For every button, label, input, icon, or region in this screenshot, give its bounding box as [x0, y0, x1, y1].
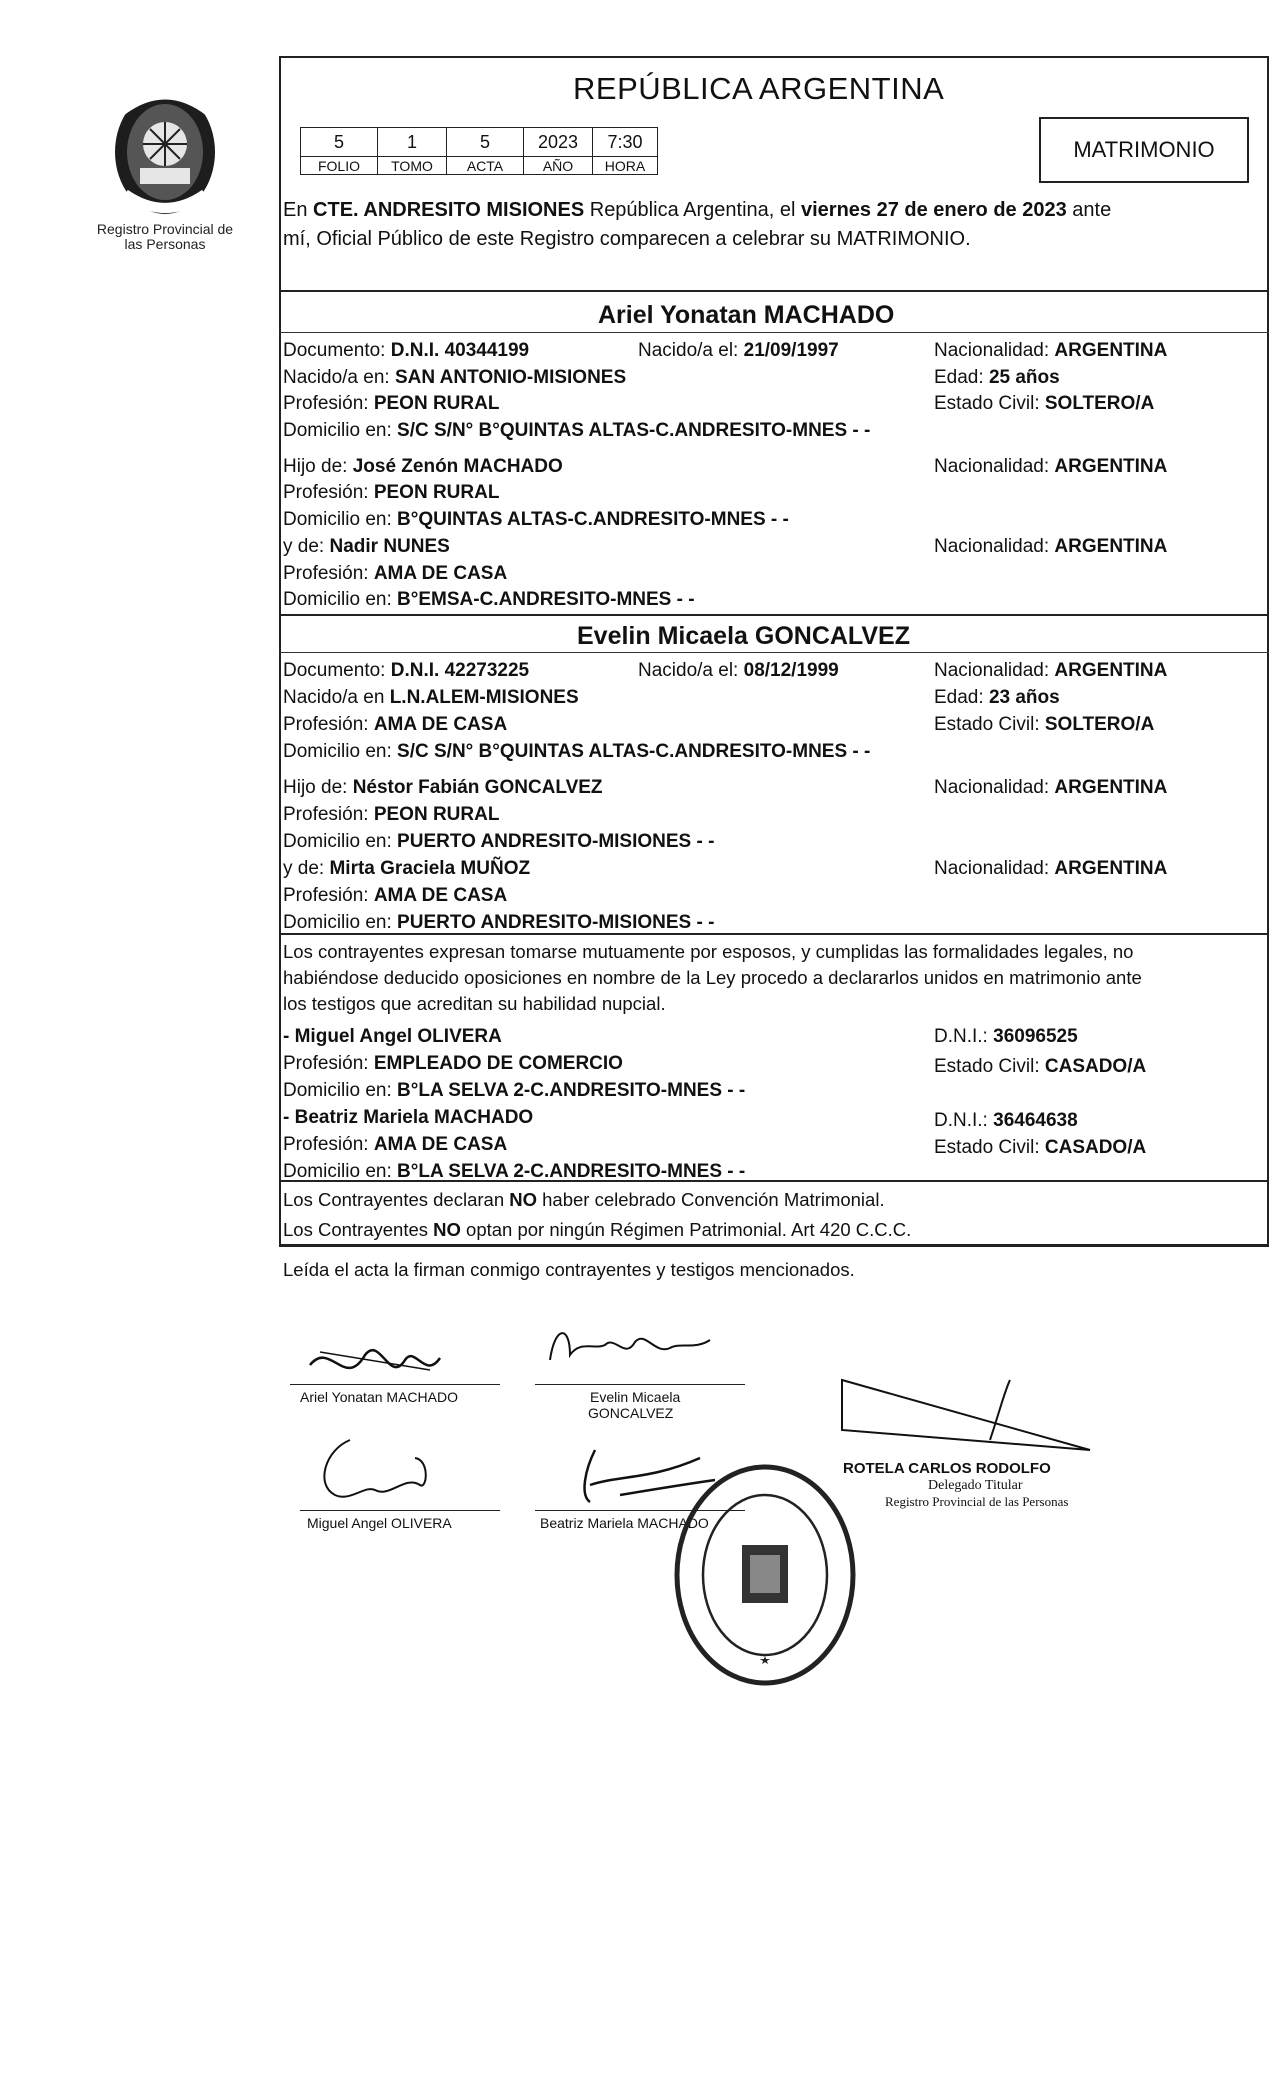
c2-padre-nacionalidad: Nacionalidad: ARGENTINA [934, 777, 1168, 798]
signature-name-3: Miguel Angel OLIVERA [307, 1515, 452, 1531]
testigo-1-name: - Miguel Angel OLIVERA [283, 1026, 502, 1047]
signature-scribble-3-icon [295, 1430, 475, 1510]
anio-label: AÑO [524, 157, 593, 175]
c2-padre: Hijo de: Néstor Fabián GONCALVEZ [283, 777, 603, 798]
c2-madre-domicilio: Domicilio en: PUERTO ANDRESITO-MISIONES - - [283, 912, 715, 933]
c2-padre-profesion: Profesión: PEON RURAL [283, 804, 500, 825]
c1-nacido-en: Nacido/a en: SAN ANTONIO-MISIONES [283, 367, 627, 388]
c1-padre-nacionalidad: Nacionalidad: ARGENTINA [934, 456, 1168, 477]
tomo-label: TOMO [378, 157, 447, 175]
official-org: Registro Provincial de las Personas [885, 1494, 1069, 1509]
convencion-line-2: Los Contrayentes NO optan por ningún Régimen Patrimonial. Art 420 C.C.C. [283, 1219, 912, 1240]
c1-madre-domicilio: Domicilio en: B°EMSA-C.ANDRESITO-MNES - - [283, 589, 695, 610]
folio-label: FOLIO [301, 157, 378, 175]
declaration-line-3: los testigos que acreditan su habilidad nupcial. [283, 993, 666, 1014]
registry-table [300, 127, 658, 175]
signature-line [290, 1384, 500, 1385]
c1-padre-profesion: Profesión: PEON RURAL [283, 482, 500, 503]
c1-nacido-el: Nacido/a el: 21/09/1997 [638, 340, 839, 361]
ceremony-date: viernes 27 de enero de 2023 [801, 199, 1067, 221]
signature-name-2b: GONCALVEZ [588, 1405, 674, 1421]
testigo-2-dni: D.N.I.: 36464638 [934, 1110, 1078, 1131]
testigo-1-estado-civil: Estado Civil: CASADO/A [934, 1056, 1147, 1077]
seal-stamp-icon [670, 1460, 860, 1690]
divider [279, 652, 1269, 653]
c1-madre-profesion: Profesión: AMA DE CASA [283, 563, 508, 584]
testigo-1-dni: D.N.I.: 36096525 [934, 1026, 1078, 1047]
c2-nacionalidad: Nacionalidad: ARGENTINA [934, 660, 1168, 681]
c2-madre-profesion: Profesión: AMA DE CASA [283, 885, 508, 906]
signature-line [300, 1510, 500, 1511]
official-seal [670, 1460, 860, 1690]
declaration-line-2: habiéndose deducido oposiciones en nombre de la Ley procedo a declararlos unidos en matrimonio ante [283, 967, 1142, 988]
c1-edad: Edad: 25 años [934, 367, 1060, 388]
testigo-2-estado-civil: Estado Civil: CASADO/A [934, 1137, 1147, 1158]
acta-value: 5 [447, 128, 524, 157]
intro-line-1: En CTE. ANDRESITO MISIONES República Argentina, el viernes 27 de enero de 2023 ante [283, 199, 1112, 221]
act-type: MATRIMONIO [1073, 137, 1215, 162]
folio-value: 5 [301, 128, 378, 157]
testigo-2-profesion: Profesión: AMA DE CASA [283, 1134, 508, 1155]
signature-line [535, 1384, 745, 1385]
testigo-1-domicilio: Domicilio en: B°LA SELVA 2-C.ANDRESITO-MNES - - [283, 1080, 746, 1101]
misiones-emblem-icon [100, 82, 230, 232]
acta-label: ACTA [447, 157, 524, 175]
tomo-value: 1 [378, 128, 447, 157]
hora-label: HORA [593, 157, 658, 175]
c2-madre: y de: Mirta Graciela MUÑOZ [283, 858, 531, 879]
signature-name-4: Beatriz Mariela MACHADO [540, 1515, 709, 1531]
c2-madre-nacionalidad: Nacionalidad: ARGENTINA [934, 858, 1168, 879]
testigo-1-profesion: Profesión: EMPLEADO DE COMERCIO [283, 1053, 623, 1074]
contrayente-2-name: Evelin Micaela GONCALVEZ [577, 622, 910, 650]
official-name: ROTELA CARLOS RODOLFO [843, 1460, 1051, 1477]
divider [279, 332, 1269, 333]
signature-scribble-2-icon [540, 1320, 740, 1380]
closing-statement: Leída el acta la firman conmigo contrayentes y testigos mencionados. [283, 1259, 855, 1280]
c1-madre-nacionalidad: Nacionalidad: ARGENTINA [934, 536, 1168, 557]
ceremony-place: CTE. ANDRESITO MISIONES [313, 199, 585, 221]
c1-profesion: Profesión: PEON RURAL [283, 393, 500, 414]
contrayente-1-name: Ariel Yonatan MACHADO [598, 301, 895, 329]
c2-profesion: Profesión: AMA DE CASA [283, 714, 508, 735]
c1-madre: y de: Nadir NUNES [283, 536, 450, 557]
signature-name-1: Ariel Yonatan MACHADO [300, 1389, 458, 1405]
c1-domicilio: Domicilio en: S/C S/N° B°QUINTAS ALTAS-C.ANDRESITO-MNES - - [283, 420, 871, 441]
signature-name-2a: Evelin Micaela [590, 1389, 681, 1405]
c2-estado-civil: Estado Civil: SOLTERO/A [934, 714, 1155, 735]
official-title: Delegado Titular [928, 1478, 1023, 1493]
hora-value: 7:30 [593, 128, 658, 157]
divider [279, 290, 1269, 292]
act-type-box [1039, 117, 1249, 183]
c2-nacido-en: Nacido/a en L.N.ALEM-MISIONES [283, 687, 579, 708]
c2-documento: Documento: D.N.I. 42273225 [283, 660, 530, 681]
c1-documento: Documento: D.N.I. 40344199 [283, 340, 530, 361]
c1-nacionalidad: Nacionalidad: ARGENTINA [934, 340, 1168, 361]
c2-nacido-el: Nacido/a el: 08/12/1999 [638, 660, 839, 681]
page-title: REPÚBLICA ARGENTINA [573, 71, 945, 106]
c1-estado-civil: Estado Civil: SOLTERO/A [934, 393, 1155, 414]
divider [279, 614, 1269, 616]
c1-padre-domicilio: Domicilio en: B°QUINTAS ALTAS-C.ANDRESITO-MNES - - [283, 509, 789, 530]
testigo-2-domicilio: Domicilio en: B°LA SELVA 2-C.ANDRESITO-MNES - - [283, 1161, 746, 1182]
declaration-line-1: Los contrayentes expresan tomarse mutuamente por esposos, y cumplidas las formalidades legales, no [283, 941, 1134, 962]
testigo-2-name: - Beatriz Mariela MACHADO [283, 1107, 534, 1128]
anio-value: 2023 [524, 128, 593, 157]
c2-padre-domicilio: Domicilio en: PUERTO ANDRESITO-MISIONES - - [283, 831, 715, 852]
intro-line-2: mí, Oficial Público de este Registro comparecen a celebrar su MATRIMONIO. [283, 228, 971, 250]
logo-label: Registro Provincial de las Personas [96, 221, 234, 252]
c2-domicilio: Domicilio en: S/C S/N° B°QUINTAS ALTAS-C.ANDRESITO-MNES - - [283, 741, 871, 762]
c1-padre: Hijo de: José Zenón MACHADO [283, 456, 563, 477]
c2-edad: Edad: 23 años [934, 687, 1060, 708]
registry-logo [100, 82, 230, 232]
divider [279, 1245, 1269, 1247]
convencion-line-1: Los Contrayentes declaran NO haber celebrado Convención Matrimonial. [283, 1189, 885, 1210]
